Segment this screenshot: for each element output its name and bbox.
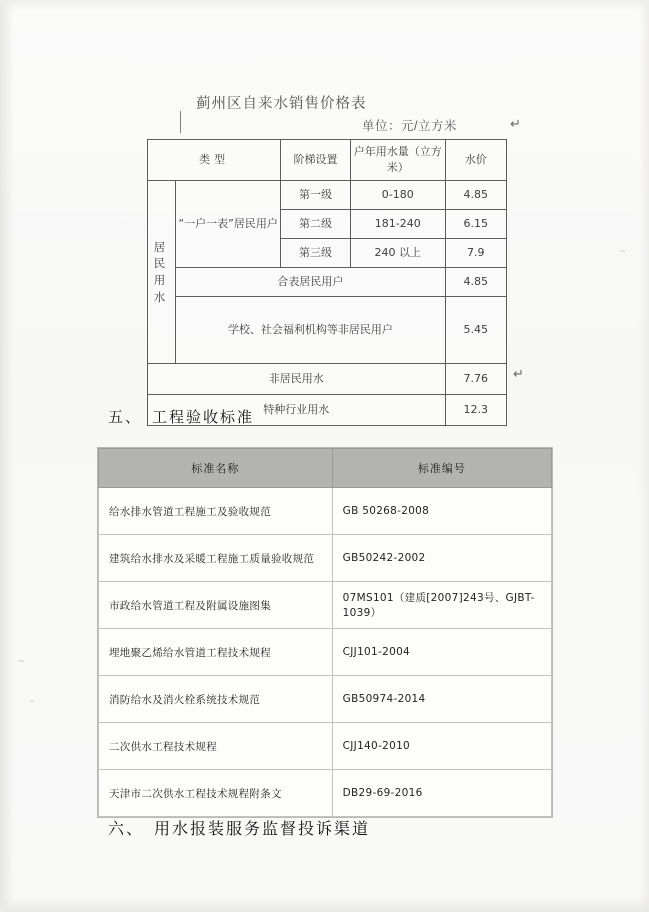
table-header-row [99,449,552,488]
cell-label-special: 特种行业用水 [148,395,446,426]
cell-type: 合表居民用户 [176,268,446,297]
table-row [99,488,552,535]
header-step: 阶梯设置 [281,140,351,181]
cell-step: 第一级 [281,181,351,210]
table-row [99,535,552,582]
table-row [99,582,552,629]
header-price: 水价 [445,140,506,181]
header-amount: 户年用水量（立方米） [350,140,445,181]
water-price-unit-note: 单位：元/立方米 [362,119,457,133]
cell-standard-name: 天津市二次供水工程技术规程附条文 [99,770,333,817]
table-row [148,181,507,210]
cell-standard-name: 市政给水管道工程及附属设施图集 [99,582,333,629]
cell-price: 6.15 [445,210,506,239]
table-header-row [148,140,507,181]
standards-table [98,448,552,817]
header-standard-name: 标准名称 [99,449,333,488]
section-five-title: 工程验收标准 [152,408,255,426]
paragraph-mark-icon: ↵ [510,116,521,131]
cell-standard-name: 建筑给水排水及采暖工程施工质量验收规范 [99,535,333,582]
scan-edge-left [0,0,14,912]
cell-price: 12.3 [445,395,506,426]
scan-edge-right [639,0,649,912]
table-row [99,770,552,817]
cell-standard-code: DB29-69-2016 [332,770,551,817]
header-standard-code: 标准编号 [332,449,551,488]
cell-step: 第三级 [281,239,351,268]
scan-edge-bottom [0,896,649,912]
cell-standard-code: GB 50268-2008 [332,488,551,535]
cell-price: 4.85 [445,268,506,297]
scan-edge-top [0,0,649,10]
row-group-label: 居民用水 [148,181,176,364]
section-heading-six [108,816,370,839]
paragraph-mark-icon: ↵ [513,366,524,381]
title-vertical-mark [180,111,181,133]
cell-price: 7.76 [445,364,506,395]
cell-standard-code: CJJ140-2010 [332,723,551,770]
header-type: 类型 [148,140,281,181]
scan-speck [30,700,34,702]
section-six-number: 六、 [108,819,145,838]
section-five-number: 五、 [108,408,143,426]
table-row [148,297,507,364]
cell-type: 学校、社会福利机构等非居民用户 [176,297,446,364]
cell-standard-name: 给水排水管道工程施工及验收规范 [99,488,333,535]
cell-standard-code: GB50242-2002 [332,535,551,582]
cell-standard-code: 07MS101（建质[2007]243号、GJBT-1039） [332,582,551,629]
table-row [148,268,507,297]
table-row [99,629,552,676]
cell-amount: 181-240 [350,210,445,239]
cell-standard-code: CJJ101-2004 [332,629,551,676]
cell-amount: 0-180 [350,181,445,210]
cell-price: 7.9 [445,239,506,268]
section-heading-five [108,406,254,427]
cell-standard-code: GB50974-2014 [332,676,551,723]
cell-amount: 240 以上 [350,239,445,268]
cell-label-nonresidential: 非居民用水 [148,364,446,395]
table-row [99,723,552,770]
scan-speck [620,250,625,252]
scan-speck [18,660,24,662]
section-six-title: 用水报装服务监督投诉渠道 [154,819,371,838]
cell-standard-name: 消防给水及消火栓系统技术规范 [99,676,333,723]
cell-price: 5.45 [445,297,506,364]
cell-type: “一户一表”居民用户 [176,181,281,268]
table-row [148,364,507,395]
cell-standard-name: 埋地聚乙烯给水管道工程技术规程 [99,629,333,676]
table-row [99,676,552,723]
cell-standard-name: 二次供水工程技术规程 [99,723,333,770]
cell-price: 4.85 [445,181,506,210]
water-price-table-title: 蓟州区自来水销售价格表 [196,96,367,112]
cell-step: 第二级 [281,210,351,239]
water-price-table [147,139,507,426]
